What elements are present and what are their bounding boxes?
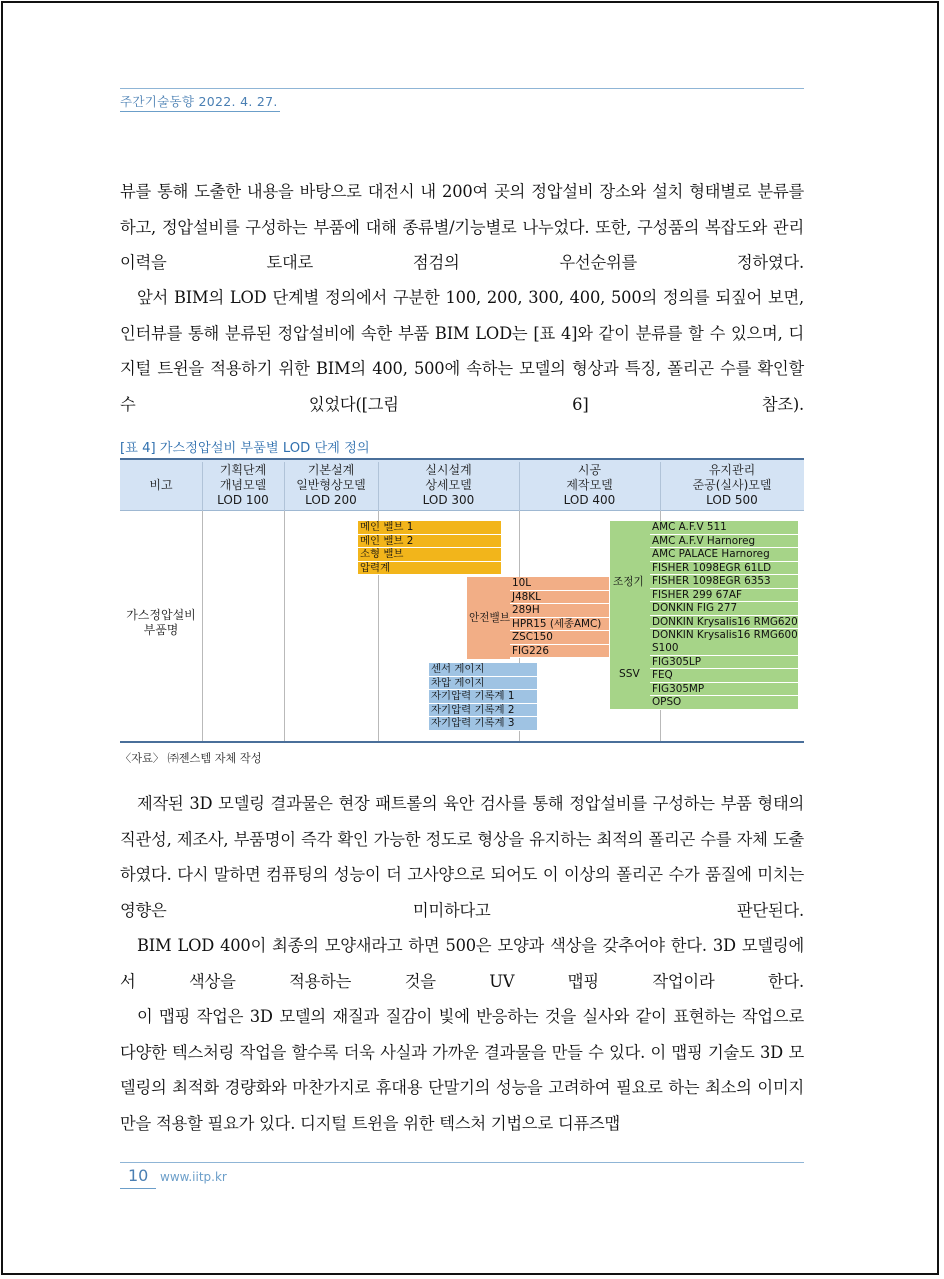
- part-item: S100: [650, 642, 798, 656]
- part-item: 289H: [510, 604, 609, 618]
- part-item: DONKIN Krysalis16 RMG600: [652, 629, 798, 641]
- column-divider: [202, 511, 203, 741]
- regulator-label-block: [610, 521, 650, 641]
- part-item: FIG305LP: [650, 656, 798, 670]
- part-item: FISHER 1098EGR 61LD: [650, 562, 798, 576]
- table-title: [표 4] 가스정압설비 부품별 LOD 단계 정의: [120, 441, 370, 456]
- part-item: J48KL: [510, 591, 609, 605]
- part-item: AMC PALACE Harnoreg: [650, 548, 798, 562]
- paragraph-1: 뷰를 통해 도출한 내용을 바탕으로 대전시 내 200여 곳의 정압설비 장소와 설치 형태별로 분류를 하고, 정압설비를 구성하는 부품에 대해 종류별/기능별로 나누었다. 또한, 구성품의 복잡도와 관리 이력을 토대로 점검의 우선순위를 정하였다.: [120, 182, 804, 273]
- yellow-block: [358, 521, 501, 575]
- table-header: [120, 458, 804, 511]
- part-item: OPSO: [650, 696, 798, 710]
- part-item: HPR15 (세종AMC): [510, 618, 609, 632]
- part-item: 10L: [510, 577, 609, 591]
- blue-block: [429, 663, 537, 731]
- part-item: FISHER 1098EGR 6353: [650, 575, 798, 589]
- ssv-label-block: [610, 641, 650, 709]
- regulator-block: [650, 521, 798, 643]
- header-divider: [202, 462, 203, 512]
- header-remark: 비고: [149, 478, 173, 492]
- part-item: DONKIN Krysalis16 RMG620: [652, 615, 798, 628]
- paragraph-3: 제작된 3D 모델링 결과물은 현장 패트롤의 육안 검사를 통해 정압설비를 구성하는 부품 형태의 직관성, 제조사, 부품명이 즉각 확인 가능한 정도로 형상을 유지하는 최적의 폴리곤 수를 자체 도출하였다. 다시 말하면 컴퓨팅의 성능이 더 고사양으로 되어도 이 이상의 폴리곤 수가 품질에 미치는 영향은 미미하다고 판단된다.: [120, 794, 804, 920]
- safety-valve-label-block: [467, 577, 510, 659]
- regulator-label: 조정기: [613, 576, 644, 588]
- part-item: 자기압력 기록계 2: [429, 704, 537, 718]
- table-caption: 〈자료〉 ㈜젠스템 자체 작성: [120, 752, 262, 765]
- header-lod100: 기획단계 개념모델 LOD 100: [217, 463, 269, 507]
- part-item: 자기압력 기록계 3: [429, 717, 537, 731]
- header-lod400: 시공 제작모델 LOD 400: [563, 463, 616, 507]
- header-divider: [284, 462, 285, 512]
- ssv-label: SSV: [619, 668, 640, 680]
- safety-valve-label: 안전밸브: [469, 612, 510, 624]
- header-rule: [120, 88, 804, 89]
- paragraph-5: 이 맵핑 작업은 3D 모델의 재질과 질감이 빛에 반응하는 것을 실사와 같이 표현하는 작업으로 다양한 텍스처링 작업을 할수록 더욱 사실과 가까운 결과물을 만들 수 있다. 이 맵핑 기술도 3D 모델링의 최적화 경량화와 마찬가지로 휴대용 단말기의 성능을 고려하여 필요로 하는 최소의 이미지만을 적용할 필요가 있다. 디지털 트윈을 위한 텍스처 기법으로 디퓨즈맵: [120, 1007, 804, 1133]
- lod-table: [120, 458, 804, 744]
- footer-rule: [120, 1162, 804, 1163]
- row-label: 가스정압설비 부품명: [126, 608, 196, 637]
- part-item: FIG305MP: [650, 683, 798, 697]
- footer-url[interactable]: www.iitp.kr: [160, 1170, 227, 1184]
- header-divider: [519, 462, 520, 512]
- header-divider: [660, 462, 661, 512]
- paragraph-2: 앞서 BIM의 LOD 단계별 정의에서 구분한 100, 200, 300, 400, 500의 정의를 되짚어 보면, 인터뷰를 통해 분류된 정압설비에 속한 부품 BIM LOD는 [표 4]와 같이 분류를 할 수 있으며, 디지털 트윈을 적용하기 위한 BIM의 400, 500에 속하는 모델의 형상과 특징, 폴리곤 수를 확인할 수 있었다([그림 6] 참조).: [120, 288, 804, 414]
- page-number-underline: [120, 1188, 156, 1189]
- column-divider: [284, 511, 285, 741]
- part-item: 자기압력 기록계 1: [429, 690, 537, 704]
- table-bottom-rule: [120, 741, 804, 743]
- header-lod300: 실시설계 상세모델 LOD 300: [422, 463, 475, 507]
- part-item: 메인 밸브 2: [358, 535, 501, 549]
- header-lod500: 유지관리 준공(실사)모델 LOD 500: [692, 463, 772, 507]
- part-item: FISHER 299 67AF: [650, 589, 798, 603]
- header-underline: [120, 111, 280, 112]
- ssv-block: [650, 642, 798, 710]
- paragraph-4: BIM LOD 400이 최종의 모양새라고 하면 500은 모양과 색상을 갖추어야 한다. 3D 모델링에서 색상을 적용하는 것을 UV 맵핑 작업이라 한다.: [120, 936, 804, 991]
- part-item: AMC A.F.V 511: [650, 521, 798, 535]
- part-item: FIG226: [510, 645, 609, 659]
- part-item: ZSC150: [510, 631, 609, 645]
- header-divider: [378, 462, 379, 512]
- part-item: AMC A.F.V Harnoreg: [650, 535, 798, 549]
- page-number: 10: [128, 1166, 149, 1185]
- part-item: 센서 게이지: [429, 663, 537, 677]
- part-item: DONKIN FIG 277: [650, 602, 798, 616]
- part-item: 차압 게이지: [429, 677, 537, 691]
- part-item: 압력계: [358, 562, 501, 576]
- orange-block: [510, 577, 609, 658]
- header-lod200: 기본설계 일반형상모델 LOD 200: [296, 463, 366, 507]
- part-item: FEQ: [650, 669, 798, 683]
- part-item: 소형 밸브: [358, 548, 501, 562]
- running-header: 주간기술동향 2022. 4. 27.: [120, 94, 278, 109]
- part-item: 메인 밸브 1: [358, 521, 501, 535]
